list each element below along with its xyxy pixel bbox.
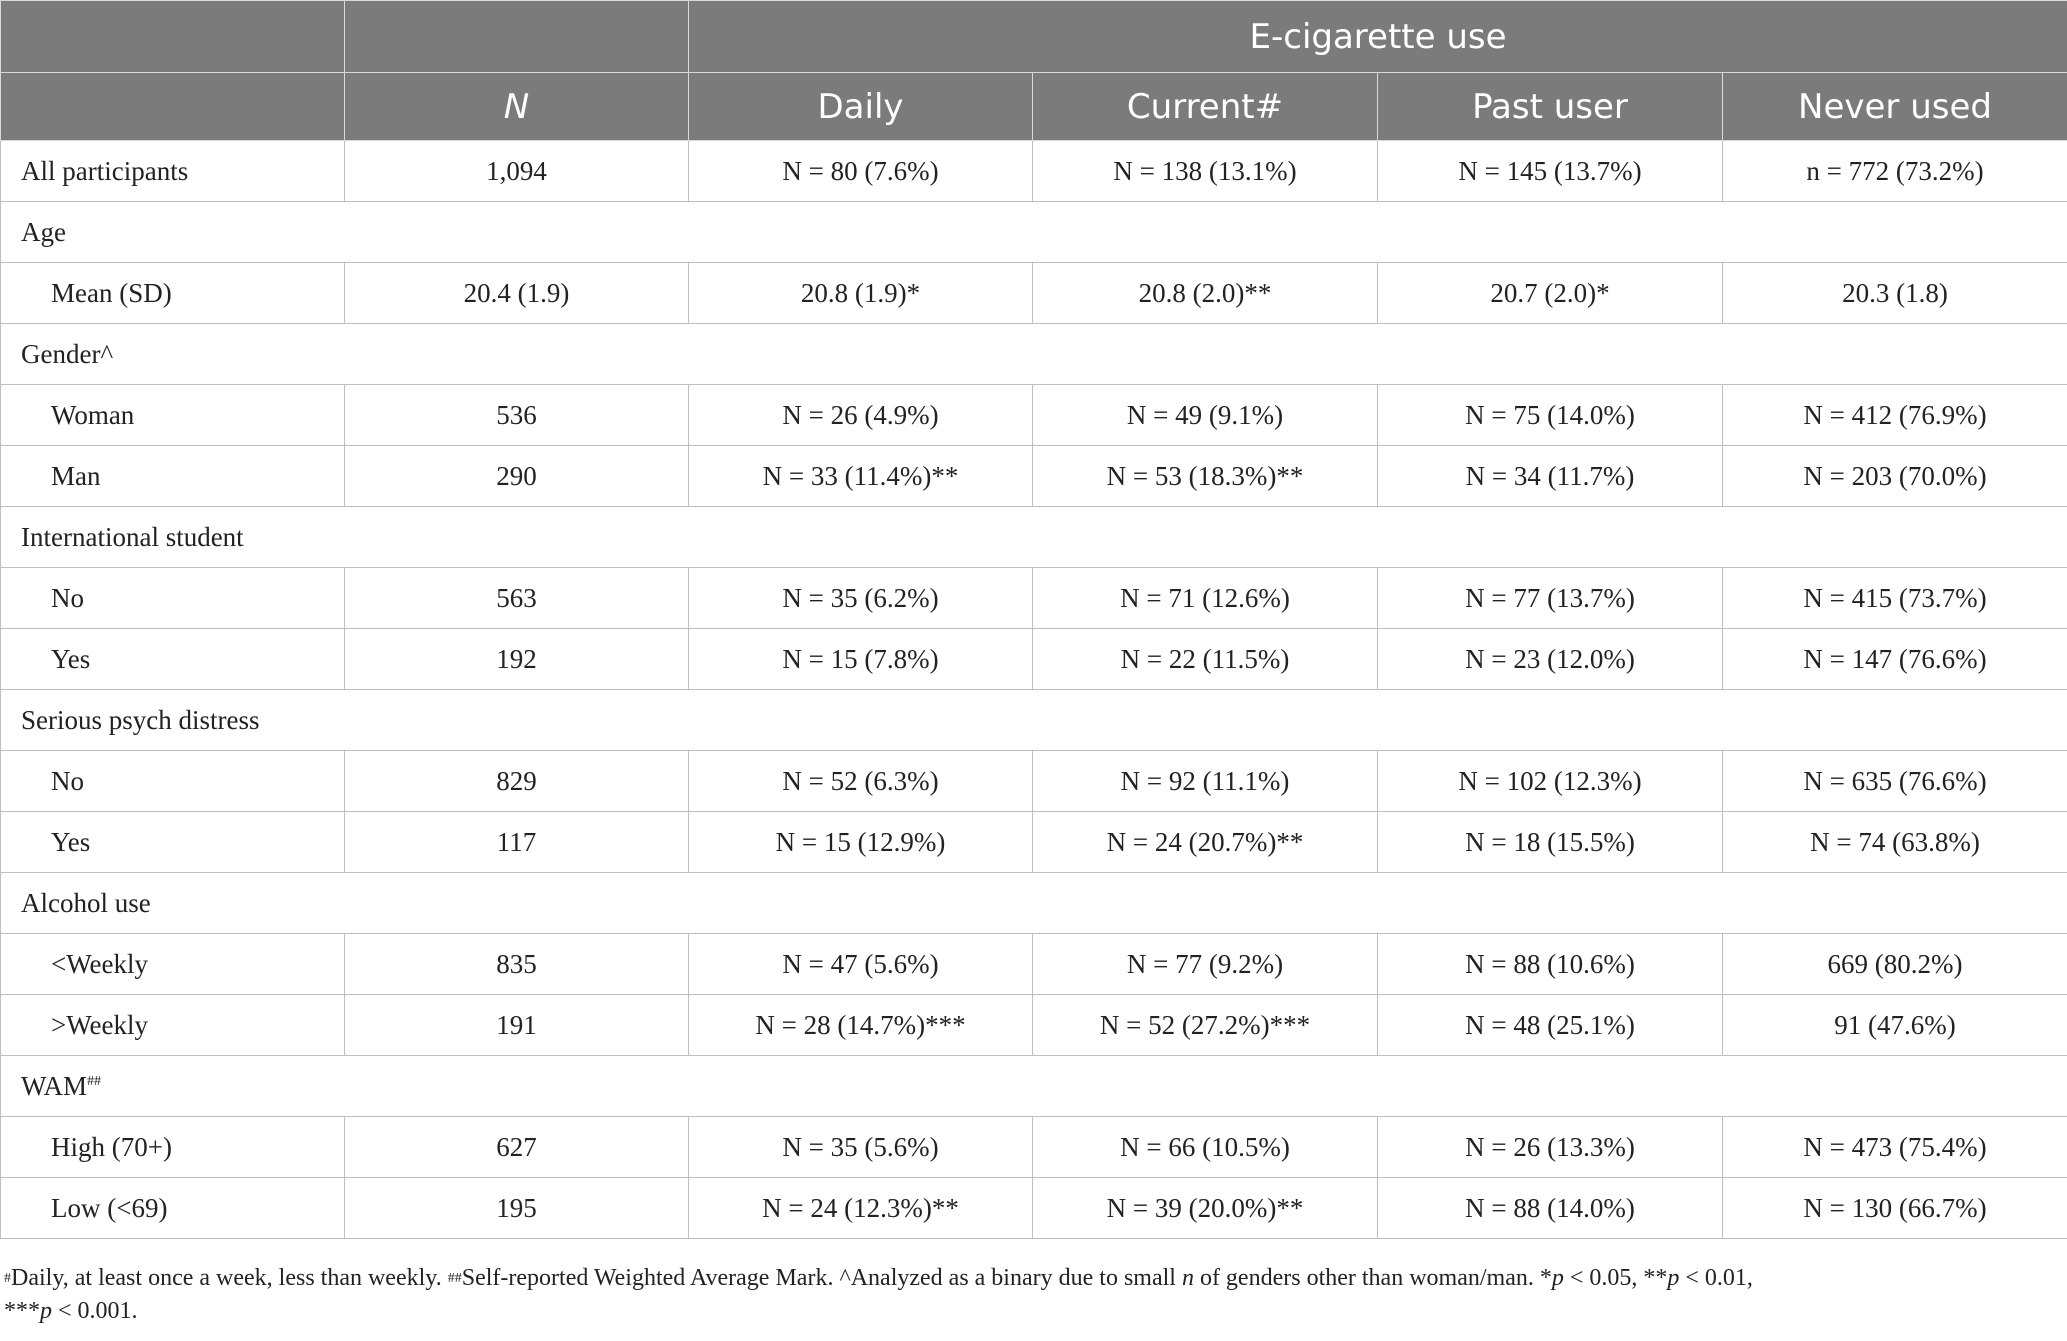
cell-daily: N = 33 (11.4%)** [689,446,1033,507]
header-col-never: Never used [1723,73,2067,141]
cell-never: N = 473 (75.4%) [1723,1117,2067,1178]
header-group-ecigarette: E-cigarette use [689,1,2067,73]
footnote-p-1: p [1551,1265,1564,1291]
cell-never: n = 772 (73.2%) [1723,141,2067,202]
section-label-psych: Serious psych distress [1,690,2067,751]
footnote-text-2: Self-reported Weighted Average Mark. ^Analyzed as a binary due to small [461,1265,1182,1291]
section-row [1,202,2067,263]
cell-n: 835 [345,934,689,995]
section-row [1,324,2067,385]
table-row [1,385,2067,446]
cell-daily: N = 15 (12.9%) [689,812,1033,873]
row-label: Low (<69) [1,1178,345,1239]
footnote-p-3: p [40,1298,52,1324]
cell-current: N = 52 (27.2%)*** [1033,995,1378,1056]
cell-never: N = 147 (76.6%) [1723,629,2067,690]
cell-never: N = 635 (76.6%) [1723,751,2067,812]
cell-past: N = 23 (12.0%) [1378,629,1723,690]
header-row-group [1,1,2067,73]
cell-never: N = 74 (63.8%) [1723,812,2067,873]
cell-n: 191 [345,995,689,1056]
cell-current: N = 22 (11.5%) [1033,629,1378,690]
table-row [1,629,2067,690]
cell-past: N = 102 (12.3%) [1378,751,1723,812]
cell-past: N = 77 (13.7%) [1378,568,1723,629]
cell-daily: N = 80 (7.6%) [689,141,1033,202]
section-label-age: Age [1,202,2067,263]
cell-n: 20.4 (1.9) [345,263,689,324]
cell-past: N = 34 (11.7%) [1378,446,1723,507]
cell-daily: N = 24 (12.3%)** [689,1178,1033,1239]
row-label: Yes [1,629,345,690]
cell-n: 192 [345,629,689,690]
cell-past: N = 18 (15.5%) [1378,812,1723,873]
cell-current: N = 138 (13.1%) [1033,141,1378,202]
cell-n: 117 [345,812,689,873]
wam-superscript: ## [87,1073,101,1089]
row-label: <Weekly [1,934,345,995]
footnote-p-2: p [1667,1265,1680,1291]
header-blank-1 [1,1,345,73]
header-col-current: Current# [1033,73,1378,141]
cell-n: 290 [345,446,689,507]
cell-never: N = 203 (70.0%) [1723,446,2067,507]
row-label: >Weekly [1,995,345,1056]
cell-daily: N = 35 (5.6%) [689,1117,1033,1178]
cell-daily: N = 52 (6.3%) [689,751,1033,812]
footnote-text-5: < 0.01, [1679,1265,1753,1291]
cell-current: N = 49 (9.1%) [1033,385,1378,446]
cell-daily: N = 28 (14.7%)*** [689,995,1033,1056]
footnote-text-3: of genders other than woman/man. * [1193,1265,1552,1291]
header-blank-2 [345,1,689,73]
section-row [1,690,2067,751]
header-col-daily: Daily [689,73,1033,141]
cell-daily: N = 26 (4.9%) [689,385,1033,446]
cell-past: N = 88 (14.0%) [1378,1178,1723,1239]
row-label: Man [1,446,345,507]
wam-label: WAM [21,1070,87,1101]
row-label: All participants [1,141,345,202]
cell-never: N = 415 (73.7%) [1723,568,2067,629]
cell-past: N = 88 (10.6%) [1378,934,1723,995]
cell-daily: N = 47 (5.6%) [689,934,1033,995]
cell-never: N = 412 (76.9%) [1723,385,2067,446]
table-row [1,934,2067,995]
footnote-text-1: Daily, at least once a week, less than weekly. [11,1265,448,1291]
cell-current: N = 77 (9.2%) [1033,934,1378,995]
section-row [1,507,2067,568]
table-row [1,751,2067,812]
cell-past: 20.7 (2.0)* [1378,263,1723,324]
cell-n: 829 [345,751,689,812]
table-row [1,1117,2067,1178]
row-label: No [1,568,345,629]
cell-past: N = 145 (13.7%) [1378,141,1723,202]
table-row [1,995,2067,1056]
cell-past: N = 26 (13.3%) [1378,1117,1723,1178]
cell-daily: 20.8 (1.9)* [689,263,1033,324]
footnote-text-6: *** [4,1298,40,1324]
cell-n: 1,094 [345,141,689,202]
header-col-past: Past user [1378,73,1723,141]
table-footnote [0,1262,2044,1328]
table-row [1,1178,2067,1239]
cell-current: N = 71 (12.6%) [1033,568,1378,629]
section-label-wam [1,1056,2067,1117]
cell-past: N = 75 (14.0%) [1378,385,1723,446]
cell-n: 536 [345,385,689,446]
row-label: Woman [1,385,345,446]
cell-current: N = 24 (20.7%)** [1033,812,1378,873]
cell-never: 20.3 (1.8) [1723,263,2067,324]
table-row [1,263,2067,324]
header-col-n: N [345,73,689,141]
row-label: Yes [1,812,345,873]
cell-n: 627 [345,1117,689,1178]
cell-never: 91 (47.6%) [1723,995,2067,1056]
footnote-sup-2: ## [447,1271,462,1286]
section-row [1,1056,2067,1117]
section-label-alcohol: Alcohol use [1,873,2067,934]
section-label-international: International student [1,507,2067,568]
table-row [1,568,2067,629]
footnote-sup-1: # [4,1271,11,1286]
section-label-gender: Gender^ [1,324,2067,385]
table-row [1,141,2067,202]
cell-current: 20.8 (2.0)** [1033,263,1378,324]
header-blank-3 [1,73,345,141]
footnote-n-italic: n [1181,1265,1194,1291]
cell-never: 669 (80.2%) [1723,934,2067,995]
footnote-text-4: < 0.05, ** [1563,1265,1668,1291]
cell-never: N = 130 (66.7%) [1723,1178,2067,1239]
row-label: No [1,751,345,812]
cell-n: 563 [345,568,689,629]
cell-current: N = 92 (11.1%) [1033,751,1378,812]
footnote-text-7: < 0.001. [52,1298,138,1324]
table-row [1,812,2067,873]
cell-past: N = 48 (25.1%) [1378,995,1723,1056]
section-row [1,873,2067,934]
cell-current: N = 53 (18.3%)** [1033,446,1378,507]
table-row [1,446,2067,507]
cell-daily: N = 35 (6.2%) [689,568,1033,629]
header-row-columns [1,73,2067,141]
cell-current: N = 66 (10.5%) [1033,1117,1378,1178]
cell-current: N = 39 (20.0%)** [1033,1178,1378,1239]
cell-n: 195 [345,1178,689,1239]
row-label: Mean (SD) [1,263,345,324]
cell-daily: N = 15 (7.8%) [689,629,1033,690]
row-label: High (70+) [1,1117,345,1178]
